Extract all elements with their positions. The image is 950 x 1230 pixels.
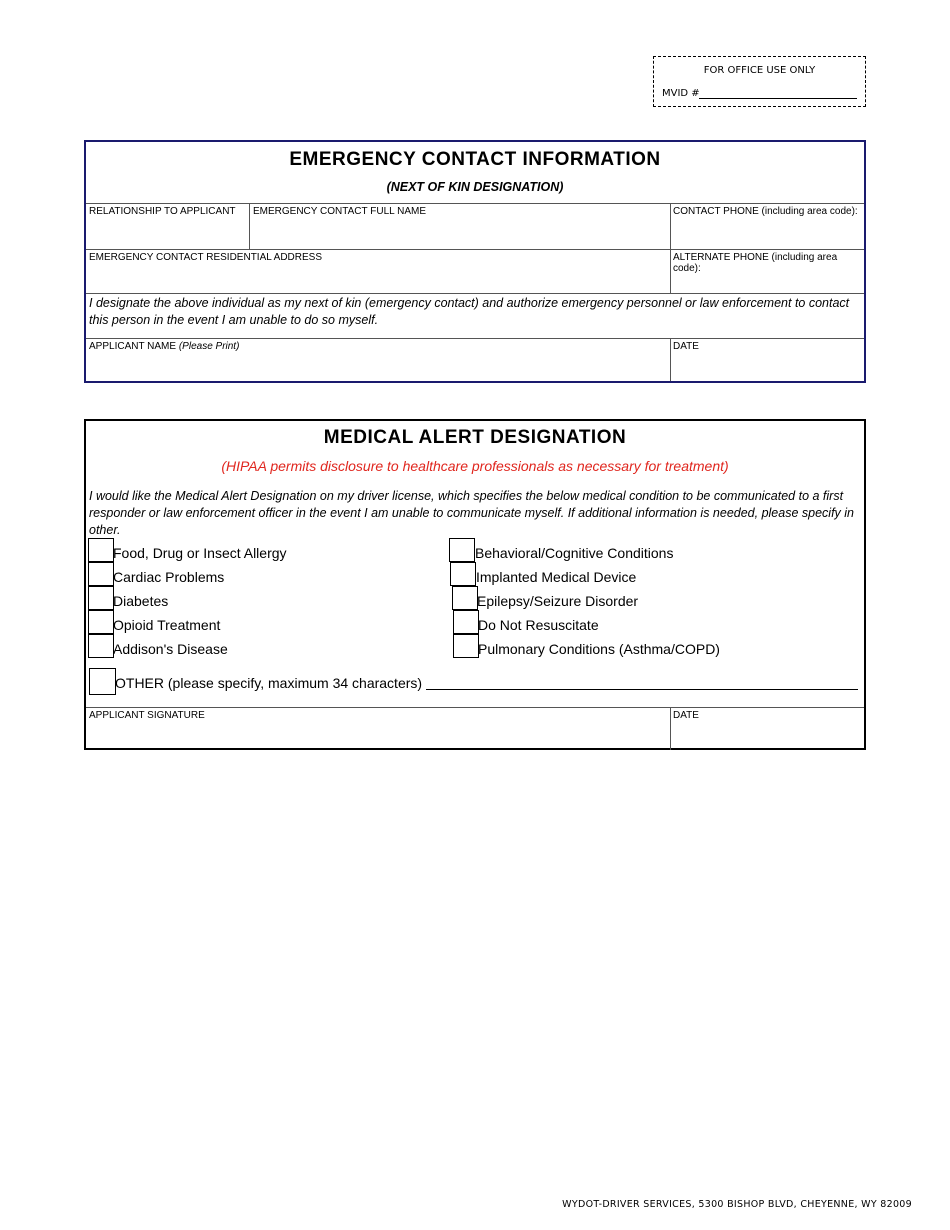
medical-date-label: DATE <box>673 710 699 721</box>
contact-phone-label: CONTACT PHONE (including area code): <box>673 206 858 217</box>
option-food-drug-insect-allergy: Food, Drug or Insect Allergy <box>113 545 287 561</box>
emergency-date-label: DATE <box>673 341 699 352</box>
applicant-signature-field[interactable] <box>86 723 669 749</box>
checkbox-implanted-medical-device[interactable] <box>450 562 476 586</box>
contact-full-name-field[interactable] <box>251 218 669 248</box>
mvid-field[interactable] <box>699 98 857 99</box>
footer-address: WYDOT-DRIVER SERVICES, 5300 BISHOP BLVD, CHEYENNE, WY 82009 <box>562 1199 912 1210</box>
option-do-not-resuscitate: Do Not Resuscitate <box>478 617 599 633</box>
emergency-contact-section <box>84 140 866 383</box>
alternate-phone-field[interactable] <box>672 264 864 292</box>
alternate-phone-label: ALTERNATE PHONE (including area code): <box>673 252 838 274</box>
option-epilepsy-seizure: Epilepsy/Seizure Disorder <box>477 593 639 609</box>
checkbox-do-not-resuscitate[interactable] <box>453 610 479 634</box>
checkbox-cardiac-problems[interactable] <box>88 562 114 586</box>
checkbox-pulmonary-conditions[interactable] <box>453 634 479 658</box>
option-diabetes: Diabetes <box>113 593 169 609</box>
residential-address-field[interactable] <box>86 264 669 292</box>
office-use-title: FOR OFFICE USE ONLY <box>703 65 816 76</box>
mvid-label: MVID # <box>662 88 700 99</box>
applicant-name-label <box>89 341 239 352</box>
applicant-name-field[interactable] <box>86 354 669 380</box>
option-addisons-disease: Addison's Disease <box>113 641 228 657</box>
hipaa-note: (HIPAA permits disclosure to healthcare professionals as necessary for treatment) <box>221 458 729 474</box>
applicant-signature-label: APPLICANT SIGNATURE <box>89 710 205 721</box>
applicant-name-label-text: APPLICANT NAME <box>89 341 177 352</box>
checkbox-diabetes[interactable] <box>88 586 114 610</box>
applicant-name-note: (Please Print) <box>178 341 240 352</box>
emergency-date-field[interactable] <box>672 354 864 380</box>
office-use-box <box>653 56 866 107</box>
residential-address-label: EMERGENCY CONTACT RESIDENTIAL ADDRESS <box>89 252 323 263</box>
next-of-kin-statement: I designate the above individual as my next of kin (emergency contact) and authorize emergency personnel or law enforcement to contact this person in the event I am unable to do so myself. <box>89 296 850 327</box>
checkbox-epilepsy-seizure[interactable] <box>452 586 478 610</box>
option-cardiac-problems: Cardiac Problems <box>113 569 225 585</box>
contact-phone-field[interactable] <box>672 218 864 248</box>
option-opioid-treatment: Opioid Treatment <box>113 617 221 633</box>
option-other-label: OTHER (please specify, maximum 34 characters) <box>115 675 423 691</box>
checkbox-other[interactable] <box>89 668 116 695</box>
relationship-label: RELATIONSHIP TO APPLICANT <box>89 206 236 217</box>
checkbox-opioid-treatment[interactable] <box>88 610 114 634</box>
other-specify-field[interactable] <box>426 689 858 690</box>
option-implanted-medical-device: Implanted Medical Device <box>476 569 637 585</box>
medical-alert-title: MEDICAL ALERT DESIGNATION <box>323 427 627 448</box>
relationship-field[interactable] <box>86 218 248 248</box>
medical-date-field[interactable] <box>672 723 864 749</box>
checkbox-addisons-disease[interactable] <box>88 634 114 658</box>
option-behavioral-cognitive: Behavioral/Cognitive Conditions <box>475 545 674 561</box>
medical-alert-statement: I would like the Medical Alert Designation on my driver license, which specifies the below medical condition to be communicated to a first responder or law enforcement officer in the event I am unable to communicate myself. If additional information is needed, please specify in other. <box>89 489 854 537</box>
emergency-contact-subtitle: (NEXT OF KIN DESIGNATION) <box>386 180 564 194</box>
option-pulmonary-conditions: Pulmonary Conditions (Asthma/COPD) <box>478 641 720 657</box>
checkbox-behavioral-cognitive[interactable] <box>449 538 475 562</box>
checkbox-food-drug-insect-allergy[interactable] <box>88 538 114 562</box>
contact-full-name-label: EMERGENCY CONTACT FULL NAME <box>253 206 426 217</box>
medical-alert-section <box>84 419 866 750</box>
emergency-contact-title: EMERGENCY CONTACT INFORMATION <box>289 149 661 170</box>
